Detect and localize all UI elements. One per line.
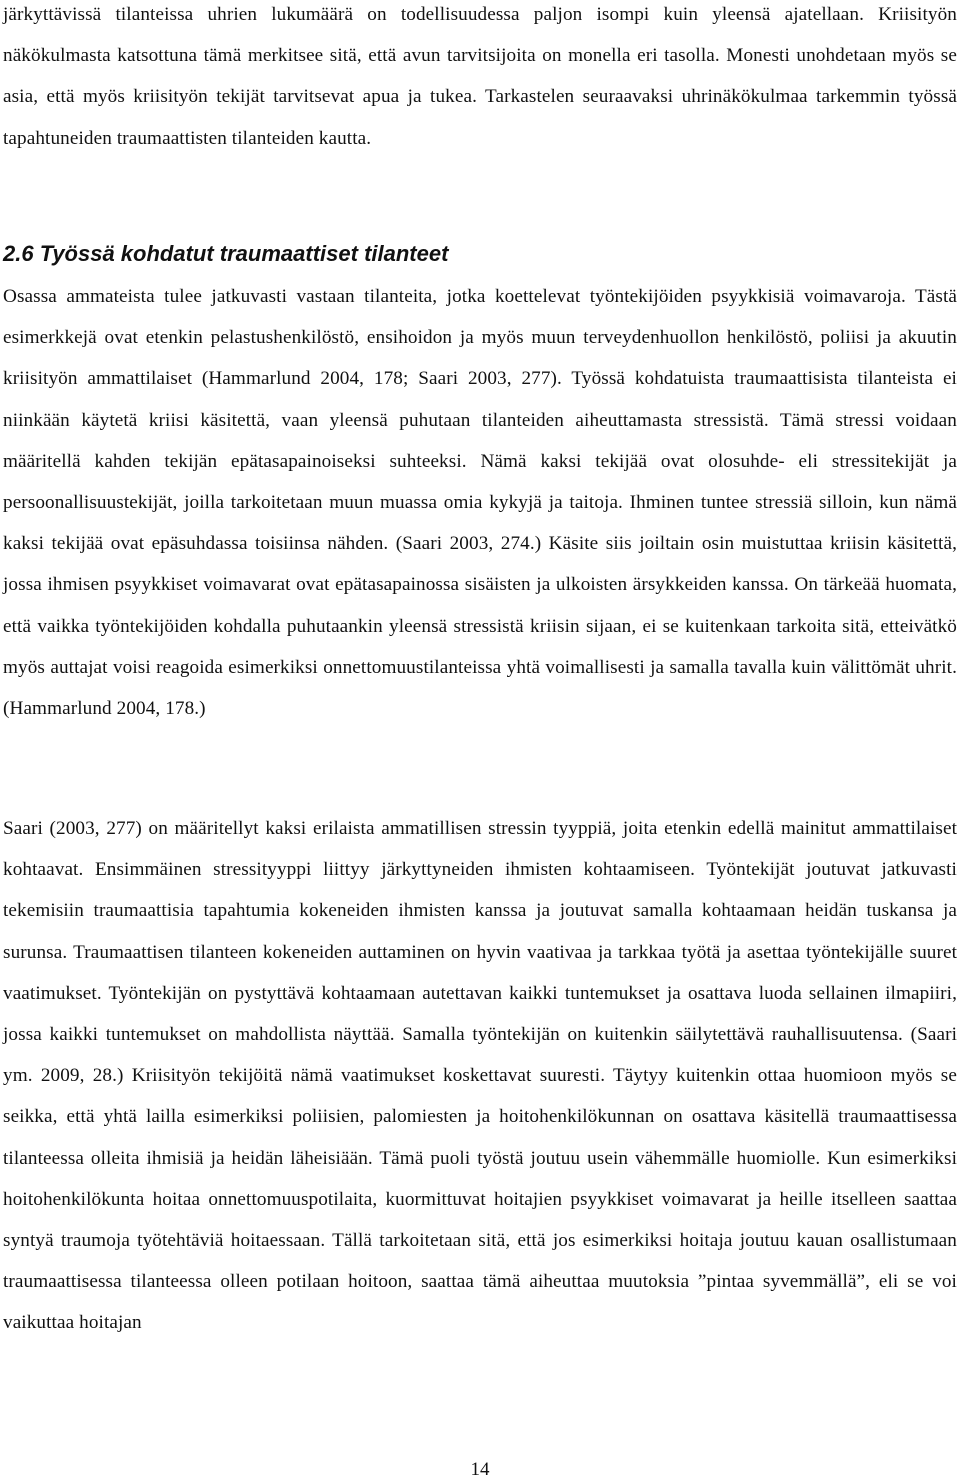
- body-paragraph: järkyttävissä tilanteissa uhrien lukumäärä on todellisuudessa paljon isompi kuin yleensä ajatellaan. Kriisityön näkökulmasta katsottuna tämä merkitsee sitä, että avun tarvitsijoita on monella eri tasolla. Monesti unohdetaan myös se asia, että myös kriisityön tekijät tarvitsevat apua ja tukea. Tarkastelen seuraavaksi uhrinäkökulmaa tarkemmin työssä tapahtuneiden traumaattisten tilanteiden kautta.: [3, 4, 957, 149]
- section-heading: 2.6 Työssä kohdatut traumaattiset tilanteet: [3, 241, 449, 266]
- body-paragraph: Osassa ammateista tulee jatkuvasti vastaan tilanteita, jotka koettelevat työntekijöiden psyykkisiä voimavaroja. Tästä esimerkkejä ovat etenkin pelastushenkilöstö, ensihoidon ja myös muun terveydenhuollon henkilöstö, poliisi ja akuutin kriisityön ammattilaiset (Hammarlund 2004, 178; Saari 2003, 277). Työssä kohdatuista traumaattisista tilanteista ei niinkään käytetä kriisi käsitettä, vaan yleensä puhutaan tilanteiden aiheuttamasta stressistä. Tämä stressi voidaan määritellä kahden tekijän epätasapainoiseksi suhteeksi. Nämä kaksi tekijää ovat olosuhde- eli stressitekijät ja persoonallisuustekijät, joilla tarkoitetaan muun muassa omia kykyjä ja taitoja. Ihminen tuntee stressiä silloin, kun nämä kaksi tekijää ovat epäsuhdassa toisiinsa nähden. (Saari 2003, 274.) Käsite siis joiltain osin muistuttaa kriisin käsitettä, jossa ihmisen psyykkiset voimavarat ovat epätasapainossa sisäisten ja ulkoisten ärsykkeiden kanssa. On tärkeää huomata, että vaikka työntekijöiden kohdalla puhutaankin yleensä stressistä kriisin sijaan, ei se kuitenkaan tarkoita sitä, etteivätkö myös auttajat voisi reagoida esimerkiksi onnettomuustilanteissa yhtä voimallisesti ja samalla tavalla kuin välittömät uhrit. (Hammarlund 2004, 178.): [3, 286, 957, 720]
- body-paragraph: Saari (2003, 277) on määritellyt kaksi erilaista ammatillisen stressin tyyppiä, joita etenkin edellä mainitut ammattilaiset kohtaavat. Ensimmäinen stressityyppi liittyy järkyttyneiden ihmisten kohtaamiseen. Työntekijät joutuvat jatkuvasti tekemisiin traumaattisia tapahtumia kokeneiden ihmisten kanssa ja joutuvat samalla kohtaamaan heidän tuskansa ja surunsa. Traumaattisen tilanteen kokeneiden auttaminen on hyvin vaativaa ja tarkkaa työtä ja asettaa työntekijälle suuret vaatimukset. Työntekijän on pystyttävä kohtaamaan autettavan kaikki tuntemukset ja osattava luoda sellainen ilmapiiri, jossa kaikki tuntemukset on mahdollista näyttää. Samalla työntekijän on kuitenkin säilytettävä rauhallisuutensa. (Saari ym. 2009, 28.) Kriisityön tekijöitä nämä vaatimukset koskettavat suuresti. Täytyy kuitenkin ottaa huomioon myös se seikka, että yhtä lailla esimerkiksi poliisien, palomiesten ja hoitohenkilökunnan on osattava käsitellä traumaattisessa tilanteessa olleita ihmisiä ja heidän läheisiään. Tämä puoli työstä joutuu usein vähemmälle huomiolle. Kun esimerkiksi hoitohenkilökunta hoitaa onnettomuuspotilaita, kuormittuvat hoitajien psyykkiset voimavarat ja heille itselleen saattaa syntyä traumoja työtehtäviä hoitaessaan. Tällä tarkoitetaan sitä, että jos esimerkiksi hoitaja joutuu kauan osallistumaan traumaattisessa tilanteessa olleen potilaan hoitoon, saattaa tämä aiheuttaa muutoksia ”pintaa syvemmällä”, eli se voi vaikuttaa hoitajan: [3, 818, 957, 1334]
- page-number: 14: [470, 1459, 490, 1480]
